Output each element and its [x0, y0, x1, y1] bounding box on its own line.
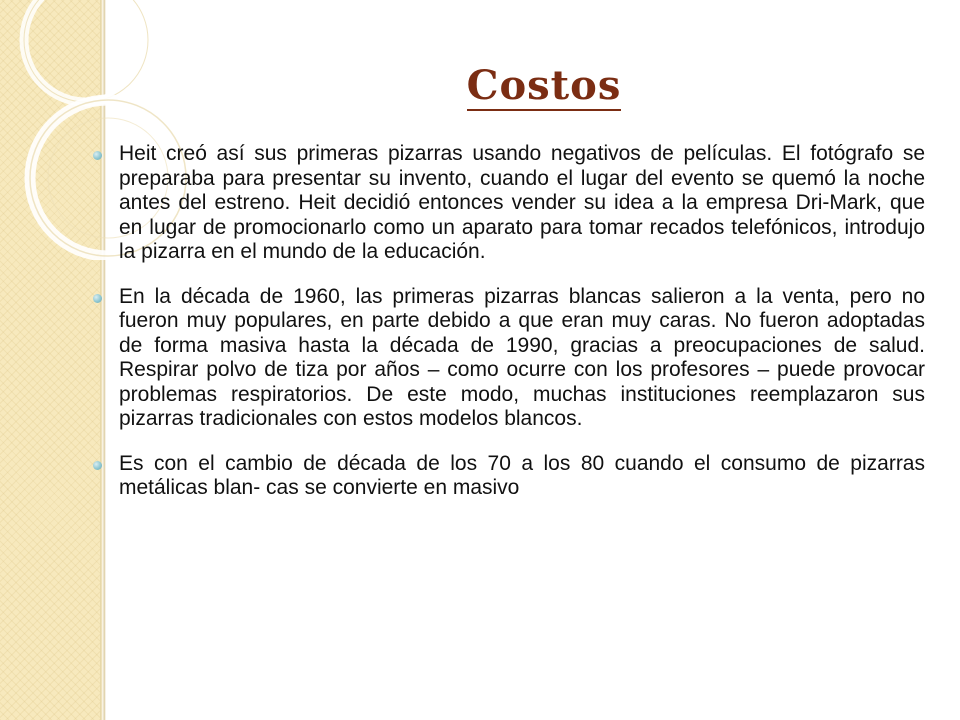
slide-title — [0, 62, 960, 109]
bullet-dot-icon — [93, 294, 102, 303]
slide-title-text: Costos — [466, 62, 622, 109]
bullet-item — [119, 452, 925, 501]
bullet-text: En la década de 1960, las primeras pizarras blancas salieron a la venta, pero no fueron muy populares, en parte debido a que eran muy caras. No fueron adoptadas de forma masiva hasta la década de 1990, gracias a preocupaciones de salud. Respirar polvo de tiza por años – como ocurre con los profesores – puede provocar problemas respiratorios. De este modo, muchas instituciones reemplazaron sus pizarras tradicionales con estos modelos blancos. — [119, 284, 925, 430]
bullet-text: Heit creó así sus primeras pizarras usando negativos de películas. El fotógrafo se preparaba para presentar su invento, cuando el lugar del evento se quemó la noche antes del estreno. Heit decidió entonces vender su idea a la empresa Dri-Mark, que en lugar de promocionarlo como un aparato para tomar recados telefónicos, introdujo la pizarra en el mundo de la educación. — [119, 142, 925, 263]
bullet-list — [119, 142, 925, 521]
bullet-dot-icon — [93, 151, 102, 160]
bullet-dot-icon — [93, 461, 102, 470]
bullet-text: Es con el cambio de década de los 70 a los 80 cuando el consumo de pizarras metálicas blan- cas se convierte en masivo — [119, 451, 925, 499]
bullet-item — [119, 142, 925, 265]
bullet-item — [119, 285, 925, 432]
